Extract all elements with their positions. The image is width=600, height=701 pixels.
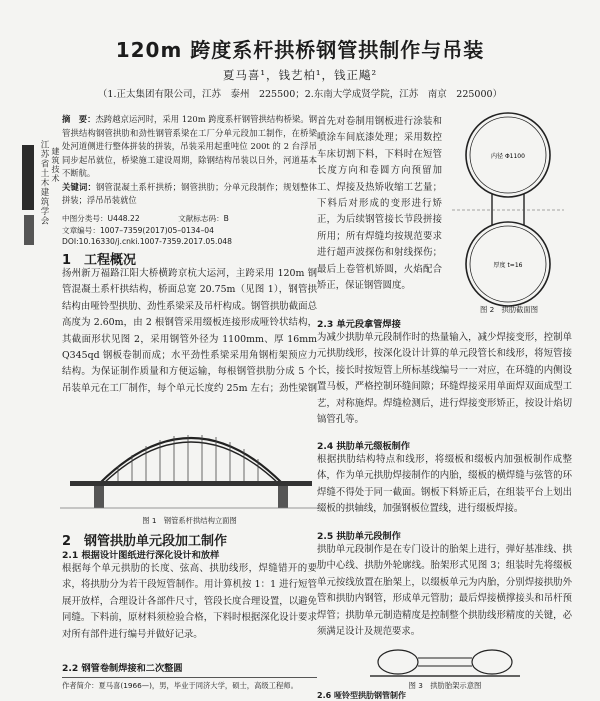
figure-2-top-label: 内径 Φ1100 [491, 153, 525, 160]
doc-code: 文献标志码：B [178, 214, 229, 223]
section-2-heading: 2 钢管拱肋单元段加工制作 [62, 534, 228, 549]
keywords-label: 关键词： [62, 181, 97, 192]
clc-line [62, 213, 322, 224]
paper-title: 120m 跨度系杆拱桥钢管拱制作与吊装 [115, 38, 485, 62]
section-2-6-heading: 2.6 哑铃型拱肋钢管制作 [317, 691, 406, 700]
section-2-2-heading: 2.2 钢管卷制焊接和二次整圆 [62, 663, 183, 674]
section-2-4-paragraph: 根据拱肋结构特点和线形，将缀板和缀板内加强板制作成整体，作为单元拱肋焊接制作的内胎，缀板的横焊缝与弦管的环焊缝不得处于同一截面。钢板下料矫正后，在组装平台上划出缀板的拱轴线，加强钢板位置线，进行缀板焊接。 [317, 454, 572, 515]
figure-1-bridge-elevation [60, 395, 322, 515]
doi: DOI:10.16330/j.cnki.1007-7359.2017.05.048 [62, 237, 232, 246]
sidebar-volume: 建筑技术 [51, 147, 60, 183]
section-1-paragraph: 扬州新万福路江阳大桥横跨京杭大运河，主跨采用 120m 钢管混凝土系杆拱结构，桥面总宽 20.75m（见图 1），钢管拱结构由哑铃型拱肋、劲性系梁采及吊杆构成。钢管拱肋截面总高度为 2.60m，由 2 根钢管采用缀板连接形成哑铃状结构，其截面形状见图 2，采用钢管外径为 1100mm、厚 16mm Q345qd 钢板卷制而成；水平劲性系梁采用角钢桁架预应力结构。为保证制作质量和方便运输，每根钢管拱肋分成 5 个吊装单元在工厂制作，每个单元长度约 25m 左右；劲性梁钢 [62, 268, 317, 394]
section-2-3-heading: 2.3 单元段拿管焊接 [317, 319, 401, 330]
section-2-5-paragraph: 拱肋单元段制作是在专门设计的胎架上进行，弹好基准线、拱肋中心线、拱肋外轮廓线。胎架形式见图 3；组装时先将缀板单元按线放置在胎架上，以缀板单元为内胎，分别焊接拱肋外管和拱肋内钢管，形成单元管肋；最后焊接横撑接头和吊杆预焊管；拱肋单元制造精度是控制整个拱肋线形精度的关键，必须满足设计及规范要求。 [317, 544, 572, 638]
sidebar-journal: 江苏省土木建筑学会 [39, 140, 49, 226]
figure-3-jig-diagram [370, 648, 520, 680]
figure-2-bottom-label: 厚度 t=16 [493, 262, 523, 269]
sidebar-bar-secondary [24, 215, 34, 245]
footnote: 作者简介：夏马喜(1966—)，男，毕业于同济大学，硕士，高级工程师。 [62, 681, 298, 690]
paper-affiliation: （1.正太集团有限公司，江苏 泰州 225500；2.东南大学成贤学院，江苏 南京 225000） [97, 89, 503, 100]
right-intro-paragraph: 首先对卷制用钢板进行涂装和喷涂车间底漆处理；采用数控车床切割下料，下料时在短管长度方向和卷圆方向预留加工、焊接及热矫收缩工艺量；下料后对形成的变形进行矫正，为后续钢管接长节段拼接所用；所有焊缝均按规范要求进行超声波探伤和射线探伤；最后上卷管机矫圆，火焰配合矫正，保证钢管圆度。 [317, 116, 442, 292]
figure-2-caption: 图 2 拱肋截面图 [479, 305, 539, 314]
figure-2-section-diagram [448, 110, 570, 312]
section-2-3-paragraph: 为减少拱肋单元段制作时的热量输入，减少焊接变形，控制单元拱肋线形，按深化设计计算的单元段管长和线形，将短管接长，接长时按短管上所标基线编号一一对应，在环缝的内侧设置马板，严格控制环缝间隙；环缝焊接采用单面焊双面成型工艺，对称施焊。焊缝检测后，进行焊接变形矫正，按设计焰切镐管孔等。 [317, 332, 572, 426]
abstract-label: 摘 要： [62, 114, 96, 124]
abstract-text: 杰跨越京运河时，采用 120m 跨度系杆钢管拱结构桥梁。钢管拱结构钢管拱肋和劲性钢管系梁在工厂分单元段加工制作，在桥梁处河道侧进行整体拼装的拼装，吊装采用起重吨位 200t 的 2 台浮吊同步起吊就位，桥梁施工建设周期，除钢结构吊装以日外，河道基本不断航。 [62, 114, 317, 178]
section-2-5-heading: 2.5 拱肋单元段制作 [317, 531, 401, 542]
footnote-rule [62, 677, 317, 678]
figure-3-caption: 图 3 拱肋胎架示意图 [408, 681, 482, 690]
keywords-text: 钢管混凝土系杆拱桥；钢管拱肋；分单元段制作；规划整体拼装；浮吊吊装就位 [62, 181, 317, 205]
clc: 中图分类号：U448.22 [62, 214, 140, 223]
paper-authors: 夏马喜¹，钱艺柏¹，钱正飚² [222, 68, 378, 82]
section-2-1-paragraph: 根据每个单元拱肋的长度、弦高、拱肋线形，焊缝错开的要求，将拱肋分为若干段短管制作。用计算机按 1：1 进行短管展开放样，合理设计各部件尺寸，管段长度合理设置，以避免同缝。下料前，原材料须检验合格，下料时根据深化设计要求对所有部件进行编号并做好记录。 [62, 563, 317, 640]
section-2-1-heading: 2.1 根据设计图纸进行深化设计和放样 [62, 550, 220, 561]
sidebar-bar [22, 145, 34, 210]
abstract [62, 113, 317, 208]
section-2-4-heading: 2.4 拱肋单元缀板制作 [317, 441, 410, 452]
article-no: 文章编号：1007–7359(2017)05–0134–04 [62, 226, 214, 235]
figure-1-caption: 图 1 钢管系杆拱结构立面图 [142, 516, 237, 525]
section-1-heading: 1 工程概况 [62, 253, 137, 268]
